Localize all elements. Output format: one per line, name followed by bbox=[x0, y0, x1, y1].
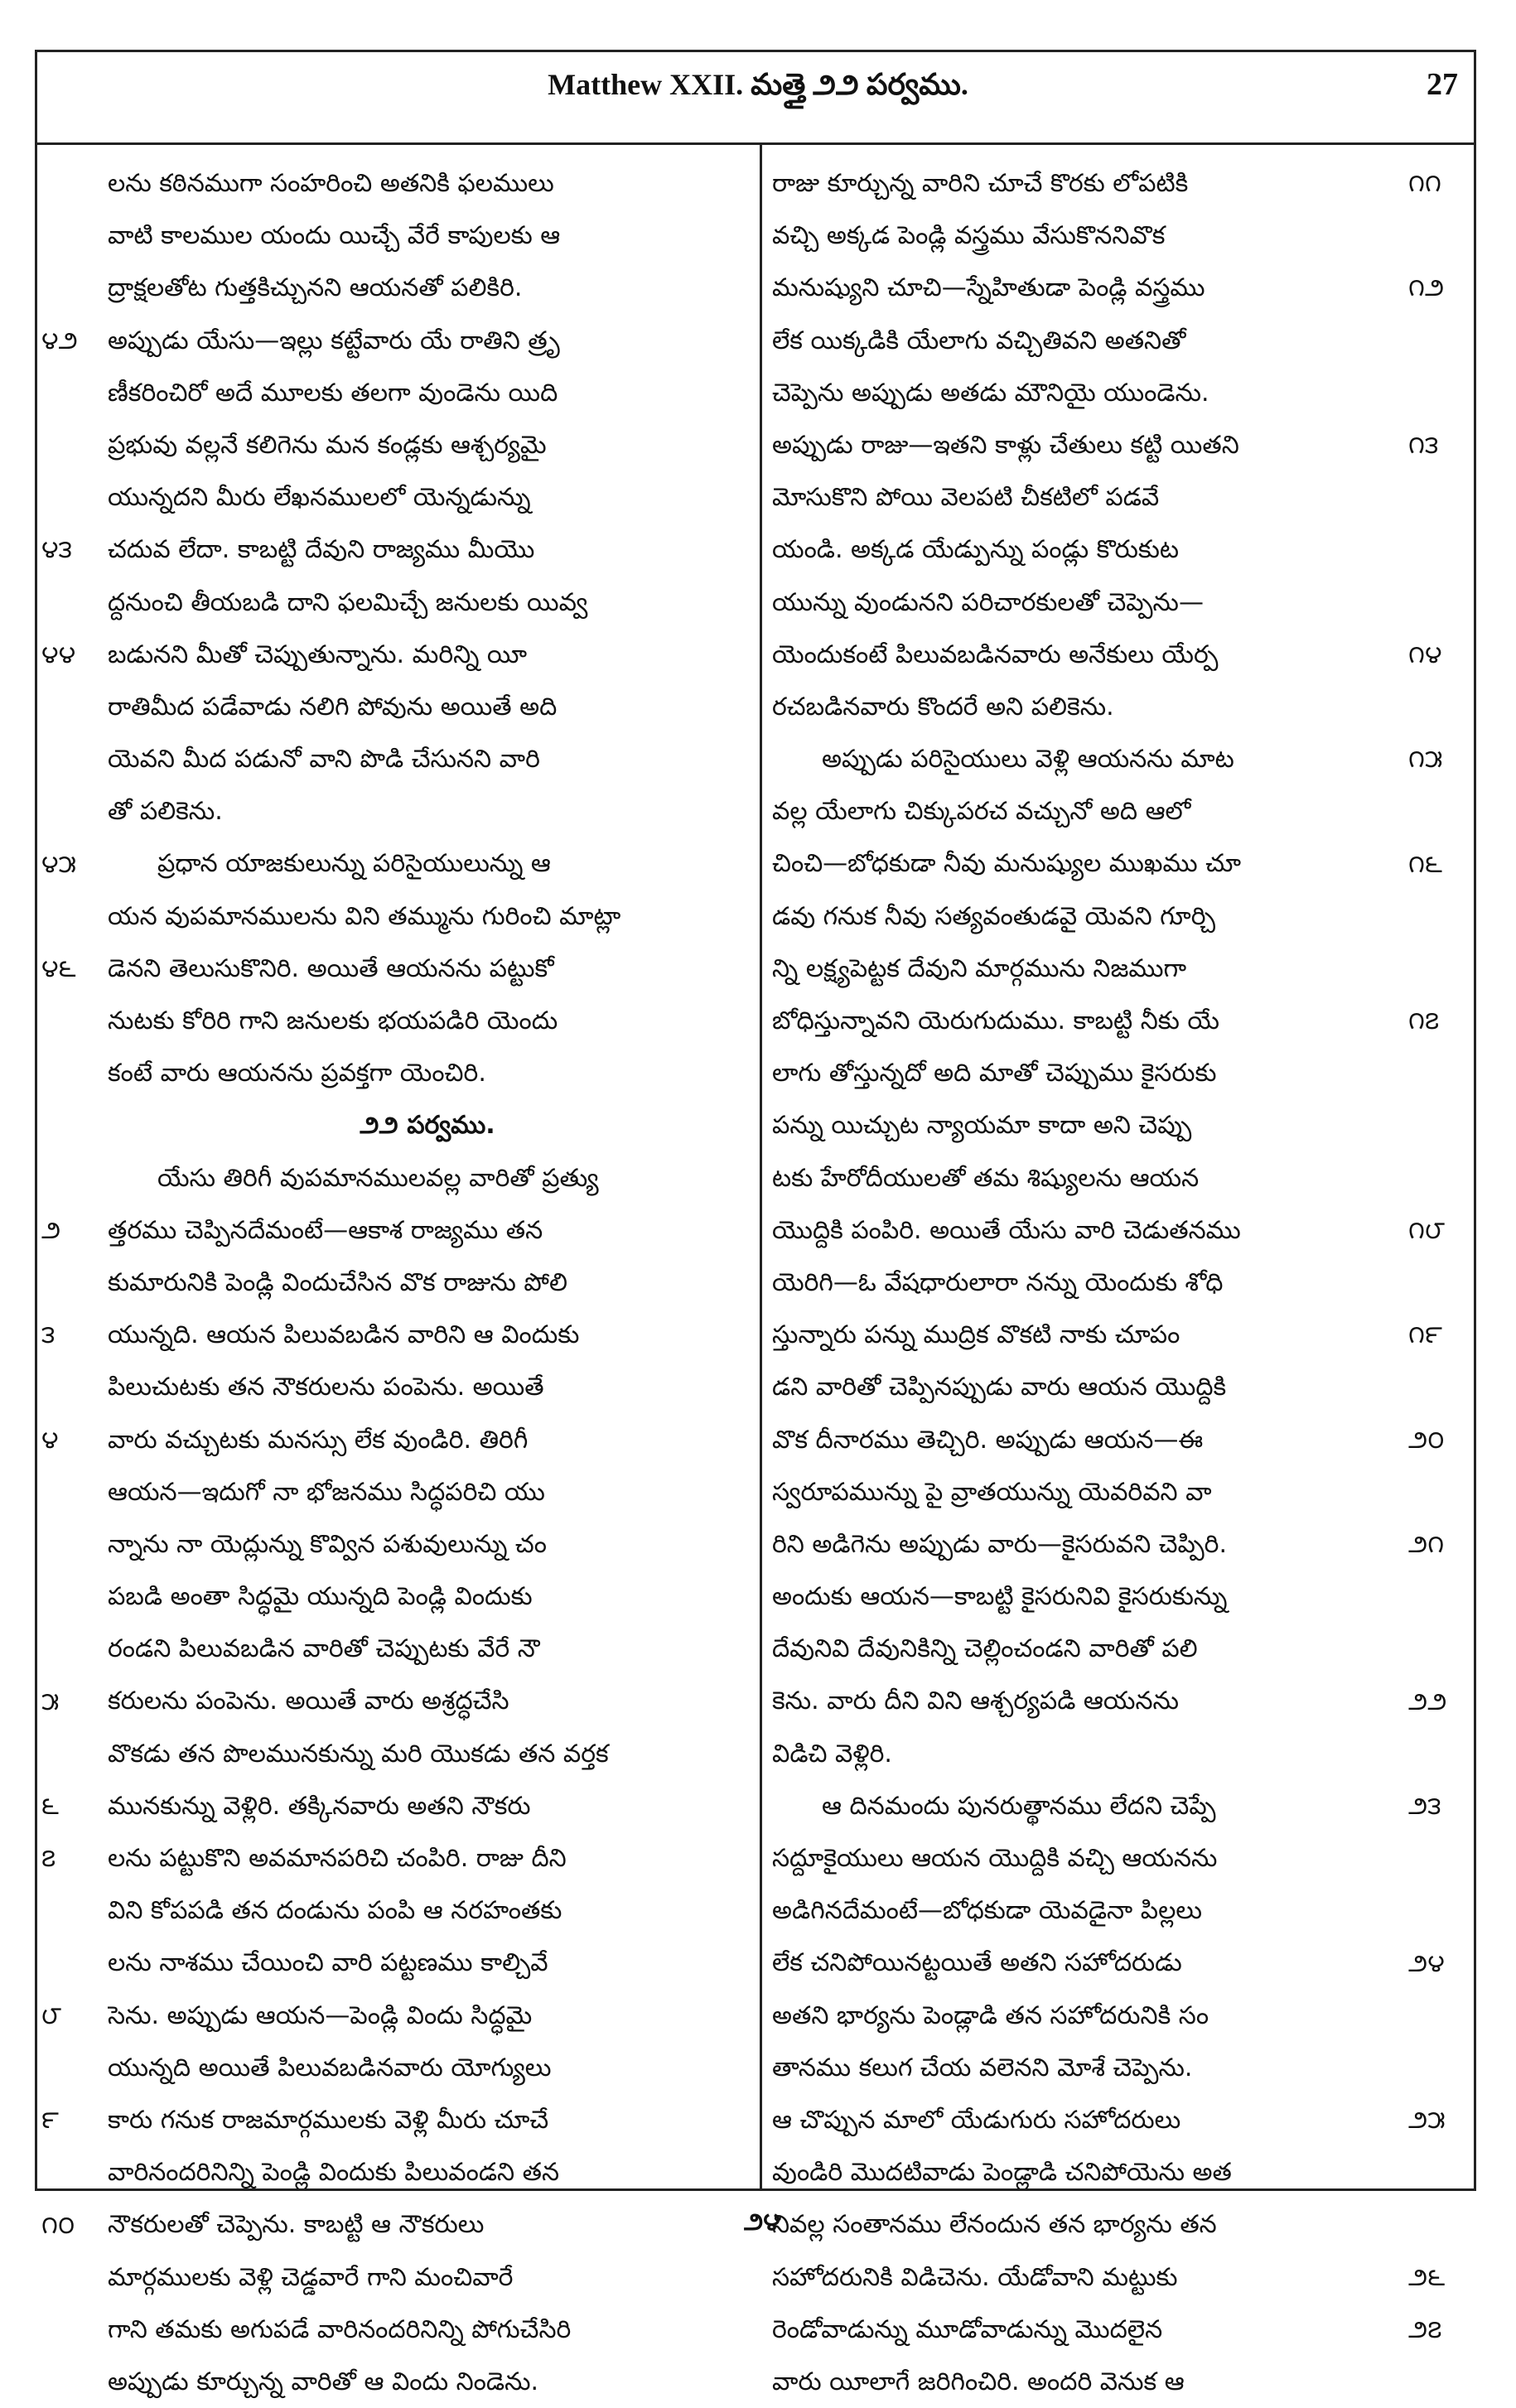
verse-number: ౧౬ bbox=[1408, 849, 1442, 879]
text-line: ద్దనుంచి తీయబడి దాని ఫలమిచ్చే జనులకు యివ్వ bbox=[108, 587, 588, 617]
text-line: వారు వచ్చుటకు మనస్సు లేక వుండిరి. తిరిగీ bbox=[108, 1425, 529, 1455]
text-line: అప్పుడు కూర్చున్న వారితో ఆ విందు నిండెను. bbox=[108, 2367, 539, 2396]
verse-number: ౩ bbox=[41, 1320, 56, 1350]
text-line: రచబడినవారు కొందరే అని పలికెను. bbox=[772, 692, 1114, 721]
text-line: బోధిస్తున్నావని యెరుగుదుము. కాబట్టి నీకు యే bbox=[772, 1006, 1219, 1035]
text-line: లేక చనిపోయినట్టయితే అతని సహోదరుడు bbox=[772, 1948, 1182, 1978]
text-line: పబడి అంతా సిద్ధమై యున్నది పెండ్లి విందుకు bbox=[108, 1582, 533, 1612]
text-line: యెవని మీద పడునో వాని పొడి చేసునని వారి bbox=[108, 745, 540, 775]
text-line: కంటే వారు ఆయనను ప్రవక్తగా యెంచిరి. bbox=[108, 1059, 486, 1088]
text-line: వాటి కాలముల యందు యిచ్చే వేరే కాపులకు ఆ bbox=[108, 221, 561, 251]
verse-number: ౧౧ bbox=[1408, 169, 1441, 198]
text-line: మోసుకొని పోయి వెలపటి చీకటిలో పడవే bbox=[772, 483, 1160, 513]
text-line: యున్ను వుండునని పరిచారకులతో చెప్పెను— bbox=[772, 587, 1204, 617]
text-line: మార్గములకు వెళ్లి చెడ్డవారే గాని మంచివారే bbox=[108, 2262, 514, 2292]
verse-number: ౧౯ bbox=[1408, 1320, 1442, 1350]
text-line: ద్రాక్షలతోట గుత్తకిచ్చునని ఆయనతో పలికిరి. bbox=[108, 273, 523, 303]
verse-number: ౧౨ bbox=[1408, 273, 1445, 303]
text-line: కుమారునికి పెండ్లి విందుచేసిన వొక రాజును పోలి bbox=[108, 1267, 567, 1297]
verse-number: ౪౬ bbox=[41, 954, 76, 983]
text-line: నౌకరులతో చెప్పెను. కాబట్టి ఆ నౌకరులు bbox=[108, 2210, 485, 2240]
text-line: వారు యీలాగే జరిగించిరి. అందరి వెనుక ఆ bbox=[772, 2367, 1185, 2396]
text-line: నుటకు కోరిరి గాని జనులకు భయపడిరి యెందు bbox=[108, 1006, 558, 1035]
verse-number: ౧౭ bbox=[1408, 1006, 1440, 1036]
verse-number: ౧౫ bbox=[1408, 745, 1443, 775]
text-line: అడిగినదేమంటే—బోధకుడా యెవడైనా పిల్లలు bbox=[772, 1896, 1202, 1926]
text-line: సెను. అప్పుడు ఆయన—పెండ్లి విందు సిద్ధమై bbox=[108, 2000, 533, 2030]
text-line: వొకడు తన పొలమునకున్ను మరి యొకడు తన వర్తక bbox=[108, 1739, 609, 1769]
text-line: డని వారితో చెప్పినప్పుడు వారు ఆయన యొద్దికి bbox=[772, 1373, 1227, 1402]
text-line: యేసు తిరిగీ వుపమానములవల్ల వారితో ప్రత్యు bbox=[157, 1163, 599, 1193]
text-line: అందుకు ఆయన—కాబట్టి కైసరునివి కైసరుకున్ను bbox=[772, 1582, 1228, 1612]
text-line: తానము కలుగ చేయ వలెనని మోశే చెప్పెను. bbox=[772, 2053, 1193, 2082]
text-line: బడునని మీతో చెప్పుతున్నాను. మరిన్ని యీ bbox=[108, 639, 528, 669]
text-line: వారినందరినిన్ని పెండ్లి విందుకు పిలువండని తన bbox=[108, 2158, 560, 2188]
verse-number: ౯ bbox=[41, 2106, 59, 2135]
text-line: రిని అడిగెను అప్పుడు వారు—కైసరువని చెప్పిరి. bbox=[772, 1529, 1228, 1559]
text-line: యన వుపమానములను విని తమ్మును గురించి మాట్లా bbox=[108, 901, 621, 931]
text-line: సద్దూకైయులు ఆయన యొద్దికి వచ్చి ఆయనను bbox=[772, 1844, 1218, 1873]
text-line: లను పట్టుకొని అవమానపరిచి చంపిరి. రాజు దీని bbox=[108, 1844, 567, 1873]
verse-number: ౪౩ bbox=[41, 535, 72, 565]
text-line: అప్పుడు యేసు—ఇల్లు కట్టేవారు యే రాతిని త్రృ bbox=[108, 326, 560, 355]
text-line: నివల్ల సంతానము లేనందున తన భార్యను తన bbox=[772, 2210, 1217, 2240]
text-line: ణీకరించిరో అదే మూలకు తలగా వుండెను యిది bbox=[108, 378, 558, 408]
verse-number: ౮ bbox=[41, 2001, 62, 2030]
text-line: ౨౨ పర్వము. bbox=[360, 1111, 495, 1141]
verse-number: ౨౨ bbox=[1408, 1687, 1447, 1716]
verse-number: ౪౨ bbox=[41, 326, 78, 355]
text-line: దేవునివి దేవునికిన్ని చెల్లించండని వారితో పలి bbox=[772, 1634, 1198, 1664]
text-line: ఆయన—ఇదుగో నా భోజనము సిద్ధపరిచి యు bbox=[108, 1477, 545, 1507]
column-divider bbox=[760, 142, 762, 2191]
text-line: విడిచి వెళ్లిరి. bbox=[772, 1739, 892, 1769]
text-line: న్ని లక్ష్యపెట్టక దేవుని మార్గమును నిజముగా bbox=[772, 953, 1187, 983]
right-column bbox=[772, 157, 1402, 2408]
verse-number: ౧౪ bbox=[1408, 639, 1442, 669]
text-line: మనుష్యుని చూచి—స్నేహితుడా పెండ్లి వస్త్రము bbox=[772, 273, 1205, 303]
text-line: ఆ చొప్పున మాలో యేడుగురు సహోదరులు bbox=[772, 2105, 1181, 2135]
text-line: యెరిగి—ఓ వేషధారులారా నన్ను యెందుకు శోధి bbox=[772, 1267, 1224, 1297]
footer-signature-mark: ౨౪ bbox=[744, 2208, 780, 2237]
text-line: పన్ను యిచ్చుట న్యాయమా కాదా అని చెప్పు bbox=[772, 1111, 1192, 1141]
verse-number: ౨౭ bbox=[1408, 2315, 1442, 2345]
text-line: కారు గనుక రాజమార్గములకు వెళ్లి మీరు చూచే bbox=[108, 2105, 549, 2135]
verse-number: ౨౪ bbox=[1408, 1948, 1445, 1978]
text-line: విని కోపపడి తన దండును పంపి ఆ నరహంతకు bbox=[108, 1896, 562, 1926]
text-line: యున్నది. ఆయన పిలువబడిన వారిని ఆ విందుకు bbox=[108, 1320, 580, 1350]
verse-number: ౨౩ bbox=[1408, 1792, 1441, 1822]
verse-number: ౧౩ bbox=[1408, 431, 1439, 460]
text-line: మునకున్ను వెళ్లిరి. తక్కినవారు అతని నౌకరు bbox=[108, 1791, 531, 1821]
verse-number: ౨౬ bbox=[1408, 2263, 1446, 2292]
text-line: త్తరము చెప్పినదేమంటే—ఆకాశ రాజ్యము తన bbox=[108, 1215, 543, 1245]
text-line: యొద్దికి పంపిరి. అయితే యేసు వారి చెడుతనము bbox=[772, 1215, 1241, 1245]
text-line: రాతిమీద పడేవాడు నలిగి పోవును అయితే అది bbox=[108, 692, 558, 721]
text-line: డవు గనుక నీవు సత్యవంతుడవై యెవని గూర్చి bbox=[772, 901, 1216, 931]
text-line: రాజు కూర్చున్న వారిని చూచే కొరకు లోపటికి bbox=[772, 169, 1189, 198]
text-line: కరులను పంపెను. అయితే వారు అశ్రద్ధచేసి bbox=[108, 1687, 509, 1716]
text-line: డెనని తెలుసుకొనిరి. అయితే ఆయనను పట్టుకో bbox=[108, 953, 554, 983]
text-line: రండని పిలువబడిన వారితో చెప్పుటకు వేరే నౌ bbox=[108, 1634, 540, 1664]
verse-number: ౪౫ bbox=[41, 849, 76, 879]
text-line: గాని తమకు అగుపడే వారినందరినిన్ని పోగుచేసిరి bbox=[108, 2314, 572, 2344]
verse-number: ౨౧ bbox=[1408, 1530, 1445, 1560]
text-line: ఆ దినమందు పునరుత్థానము లేదని చెప్పే bbox=[822, 1791, 1216, 1821]
text-line: ప్రభువు వల్లనే కలిగెను మన కండ్లకు ఆశ్చర్యమై bbox=[108, 430, 547, 460]
text-line: యండి. అక్కడ యేడ్పున్ను పండ్లు కొరుకుట bbox=[772, 535, 1180, 565]
verse-number: ౬ bbox=[41, 1792, 59, 1822]
text-line: వల్ల యేలాగు చిక్కుపరచ వచ్చునో అది ఆలో bbox=[772, 797, 1191, 827]
text-line: లేక యిక్కడికి యేలాగు వచ్చితివని అతనితో bbox=[772, 326, 1186, 355]
text-line: న్నాను నా యెద్లున్ను కొవ్విన పశువులున్ను చం bbox=[108, 1529, 547, 1559]
text-line: అప్పుడు రాజు—ఇతని కాళ్లు చేతులు కట్టి యితని bbox=[772, 430, 1239, 460]
text-line: స్వరూపమున్ను పై వ్రాతయున్ను యెవరివని వా bbox=[772, 1477, 1212, 1507]
verse-number: ౨౫ bbox=[1408, 2106, 1446, 2135]
text-line: కెను. వారు దీని విని ఆశ్చర్యపడి ఆయనను bbox=[772, 1687, 1179, 1716]
text-line: చెప్పెను అప్పుడు అతడు మౌనియై యుండెను. bbox=[772, 378, 1209, 408]
text-line: లను కఠినముగా సంహరించి అతనికి ఫలములు bbox=[108, 169, 554, 198]
verse-number: ౭ bbox=[41, 1844, 56, 1874]
verse-number: ౨ bbox=[41, 1216, 61, 1245]
text-line: యున్నది అయితే పిలువబడినవారు యోగ్యులు bbox=[108, 2053, 552, 2082]
header-rule bbox=[35, 142, 1476, 145]
running-header-title: Matthew XXII. మత్తై ౨౨ పర్వము. bbox=[548, 68, 968, 101]
verse-number: ౨౦ bbox=[1408, 1425, 1445, 1455]
text-line: యున్నదని మీరు లేఖనములలో యెన్నడున్ను bbox=[108, 483, 531, 513]
verse-number: ౪౪ bbox=[41, 639, 76, 669]
verse-number: ౧౮ bbox=[1408, 1216, 1446, 1245]
text-line: తో పలికెను. bbox=[108, 797, 223, 827]
text-line: వొక దీనారము తెచ్చిరి. అప్పుడు ఆయన—ఈ bbox=[772, 1425, 1204, 1455]
page-number: 27 bbox=[1427, 67, 1458, 102]
verse-number: ౧౦ bbox=[41, 2210, 75, 2240]
verse-number: ౫ bbox=[41, 1687, 60, 1716]
text-line: అతని భార్యను పెండ్లాడి తన సహోదరునికి సం bbox=[772, 2000, 1209, 2030]
text-line: చదువ లేదా. కాబట్టి దేవుని రాజ్యము మీయొ bbox=[108, 535, 535, 565]
text-line: వుండిరి మొదటివాడు పెండ్లాడి చనిపోయెను అత bbox=[772, 2158, 1232, 2188]
verse-number: ౪ bbox=[41, 1425, 59, 1455]
left-column bbox=[108, 157, 747, 2408]
text-line: సహోదరునికి విడిచెను. యేడోవాని మట్టుకు bbox=[772, 2262, 1178, 2292]
text-line: ప్రధాన యాజకులున్ను పరిసైయులున్ను ఆ bbox=[157, 849, 551, 879]
text-line: రెండోవాడున్ను మూడోవాడున్ను మొదలైన bbox=[772, 2314, 1163, 2344]
text-line: స్తున్నారు పన్ను ముద్రిక వొకటి నాకు చూపం bbox=[772, 1320, 1180, 1350]
text-line: లాగు తోస్తున్నదో అది మాతో చెప్పుము కైసరుకు bbox=[772, 1059, 1217, 1088]
text-line: లను నాశము చేయించి వారి పట్టణము కాల్చివే bbox=[108, 1948, 548, 1978]
text-line: పిలుచుటకు తన నౌకరులను పంపెను. అయితే bbox=[108, 1373, 544, 1402]
text-line: చించి—బోధకుడా నీవు మనుష్యుల ముఖము చూ bbox=[772, 849, 1242, 879]
text-line: వచ్చి అక్కడ పెండ్లి వస్త్రము వేసుకొననివొక bbox=[772, 221, 1166, 251]
text-line: యెందుకంటే పిలువబడినవారు అనేకులు యేర్ప bbox=[772, 639, 1219, 669]
text-line: టకు హేరోదీయులతో తమ శిష్యులను ఆయన bbox=[772, 1163, 1200, 1193]
text-line: అప్పుడు పరిసైయులు వెళ్లి ఆయనను మాట bbox=[822, 745, 1234, 775]
